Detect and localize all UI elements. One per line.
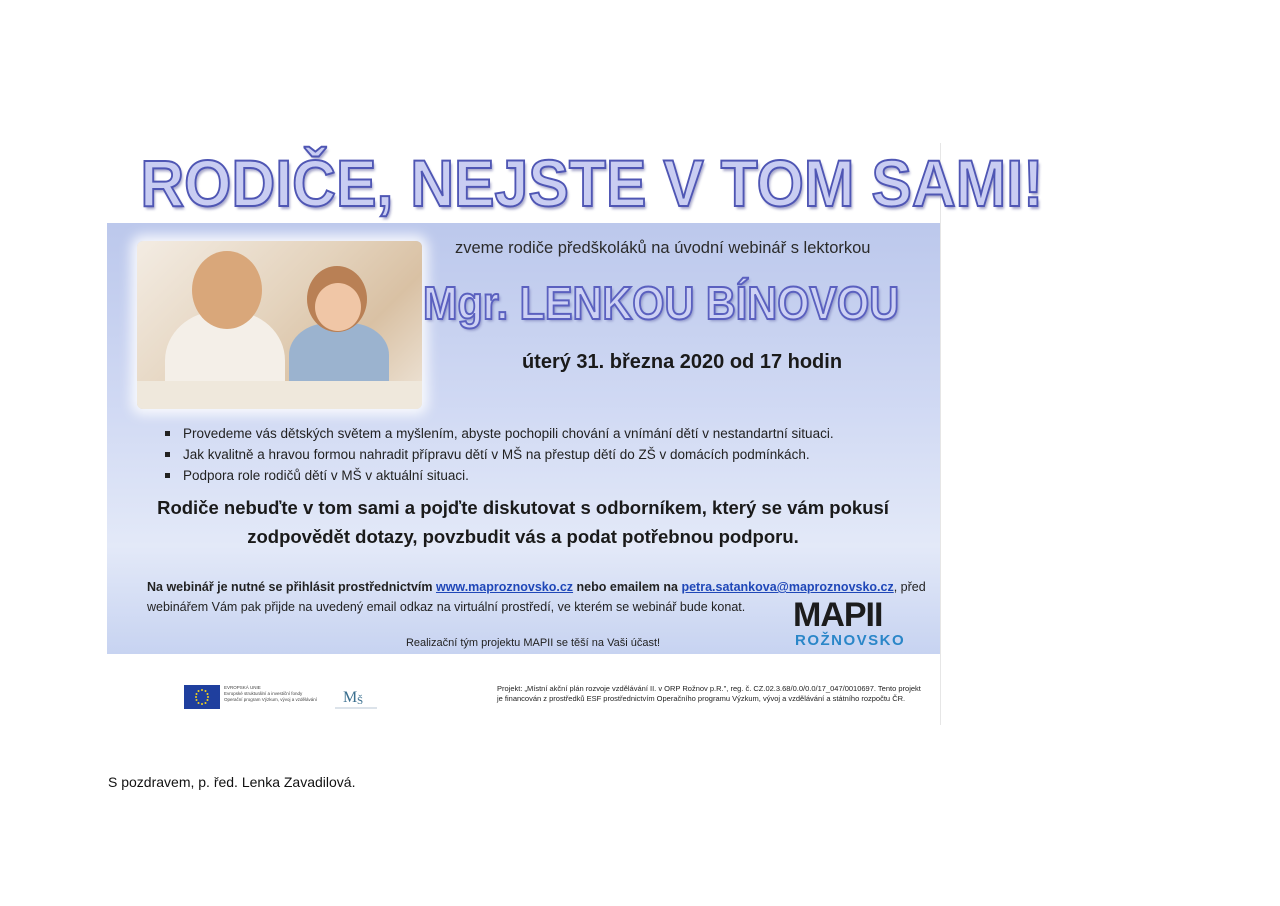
- eu-flag-icon: [184, 685, 220, 709]
- registration-prefix: Na webinář je nutné se přihlásit prostřednictvím: [147, 580, 433, 594]
- webinar-date: úterý 31. března 2020 od 17 hodin: [521, 351, 843, 373]
- signature: S pozdravem, p. řed. Lenka Zavadilová.: [108, 774, 356, 790]
- list-item: Jak kvalitně a hravou formou nahradit přípravu dětí v MŠ na přestup dětí do ZŠ v domácích podmínkách.: [165, 444, 925, 465]
- lecturer-name: Mgr. LENKOU BÍNOVOU: [423, 277, 900, 329]
- email-link[interactable]: petra.satankova@maproznovsko.cz: [681, 580, 894, 594]
- list-item: Provedeme vás dětských světem a myšlením, abyste pochopili chování a vnímání dětí v nestandartní situaci.: [165, 423, 925, 444]
- svg-text:M: M: [343, 689, 358, 706]
- flyer-footer: [107, 654, 940, 725]
- registration-suffix: , před webinářem Vám pak přijde na uvedený email odkaz na virtuální prostředí, ve kterém se webinář bude konat.: [147, 580, 926, 614]
- svg-text:Š: Š: [357, 695, 364, 707]
- eu-funding-label: EVROPSKÁ UNIE Evropské strukturální a investiční fondy Operační program Výzkum, vývoj a vzdělávání: [224, 685, 318, 702]
- website-link[interactable]: www.maproznovsko.cz: [435, 580, 574, 594]
- list-item: Podpora role rodičů dětí v MŠ v aktuální situaci.: [165, 465, 925, 486]
- mother-child-photo: [137, 241, 422, 409]
- flyer-panel: [107, 223, 940, 654]
- webinar-flyer: [107, 143, 1044, 725]
- mapii-logo-word: MAPII: [793, 596, 883, 634]
- mapii-logo: [793, 598, 923, 654]
- team-note: Realizační tým projektu MAPII se těší na Vaši účast!: [405, 637, 661, 649]
- topic-list: [165, 423, 925, 486]
- project-funding-text: Projekt: „Místní akční plán rozvoje vzdělávání II. v ORP Rožnov p.R.", reg. č. CZ.02.3.68/0.0/0.0/17_047/0010697. Tento projekt je financován z prostředků ESF prostřednictvím Operačního programu Výzkum, vývoj a vzdělávání a státního rozpočtu ČR.: [497, 684, 921, 703]
- ministry-logo-icon: [333, 684, 379, 710]
- registration-middle: nebo emailem na: [576, 580, 678, 594]
- flyer-headline: RODIČE, NEJSTE V TOM SAMI!: [140, 146, 1044, 220]
- invitation-text: zveme rodiče předškoláků na úvodní webinář s lektorkou: [455, 239, 871, 257]
- mapii-logo-sub: ROŽNOVSKO: [795, 632, 906, 649]
- call-to-action: Rodiče nebuďte v tom sami a pojďte diskutovat s odborníkem, který se vám pokusí zodpovědět dotazy, povzbudit vás a podat potřebnou podporu.: [157, 497, 889, 547]
